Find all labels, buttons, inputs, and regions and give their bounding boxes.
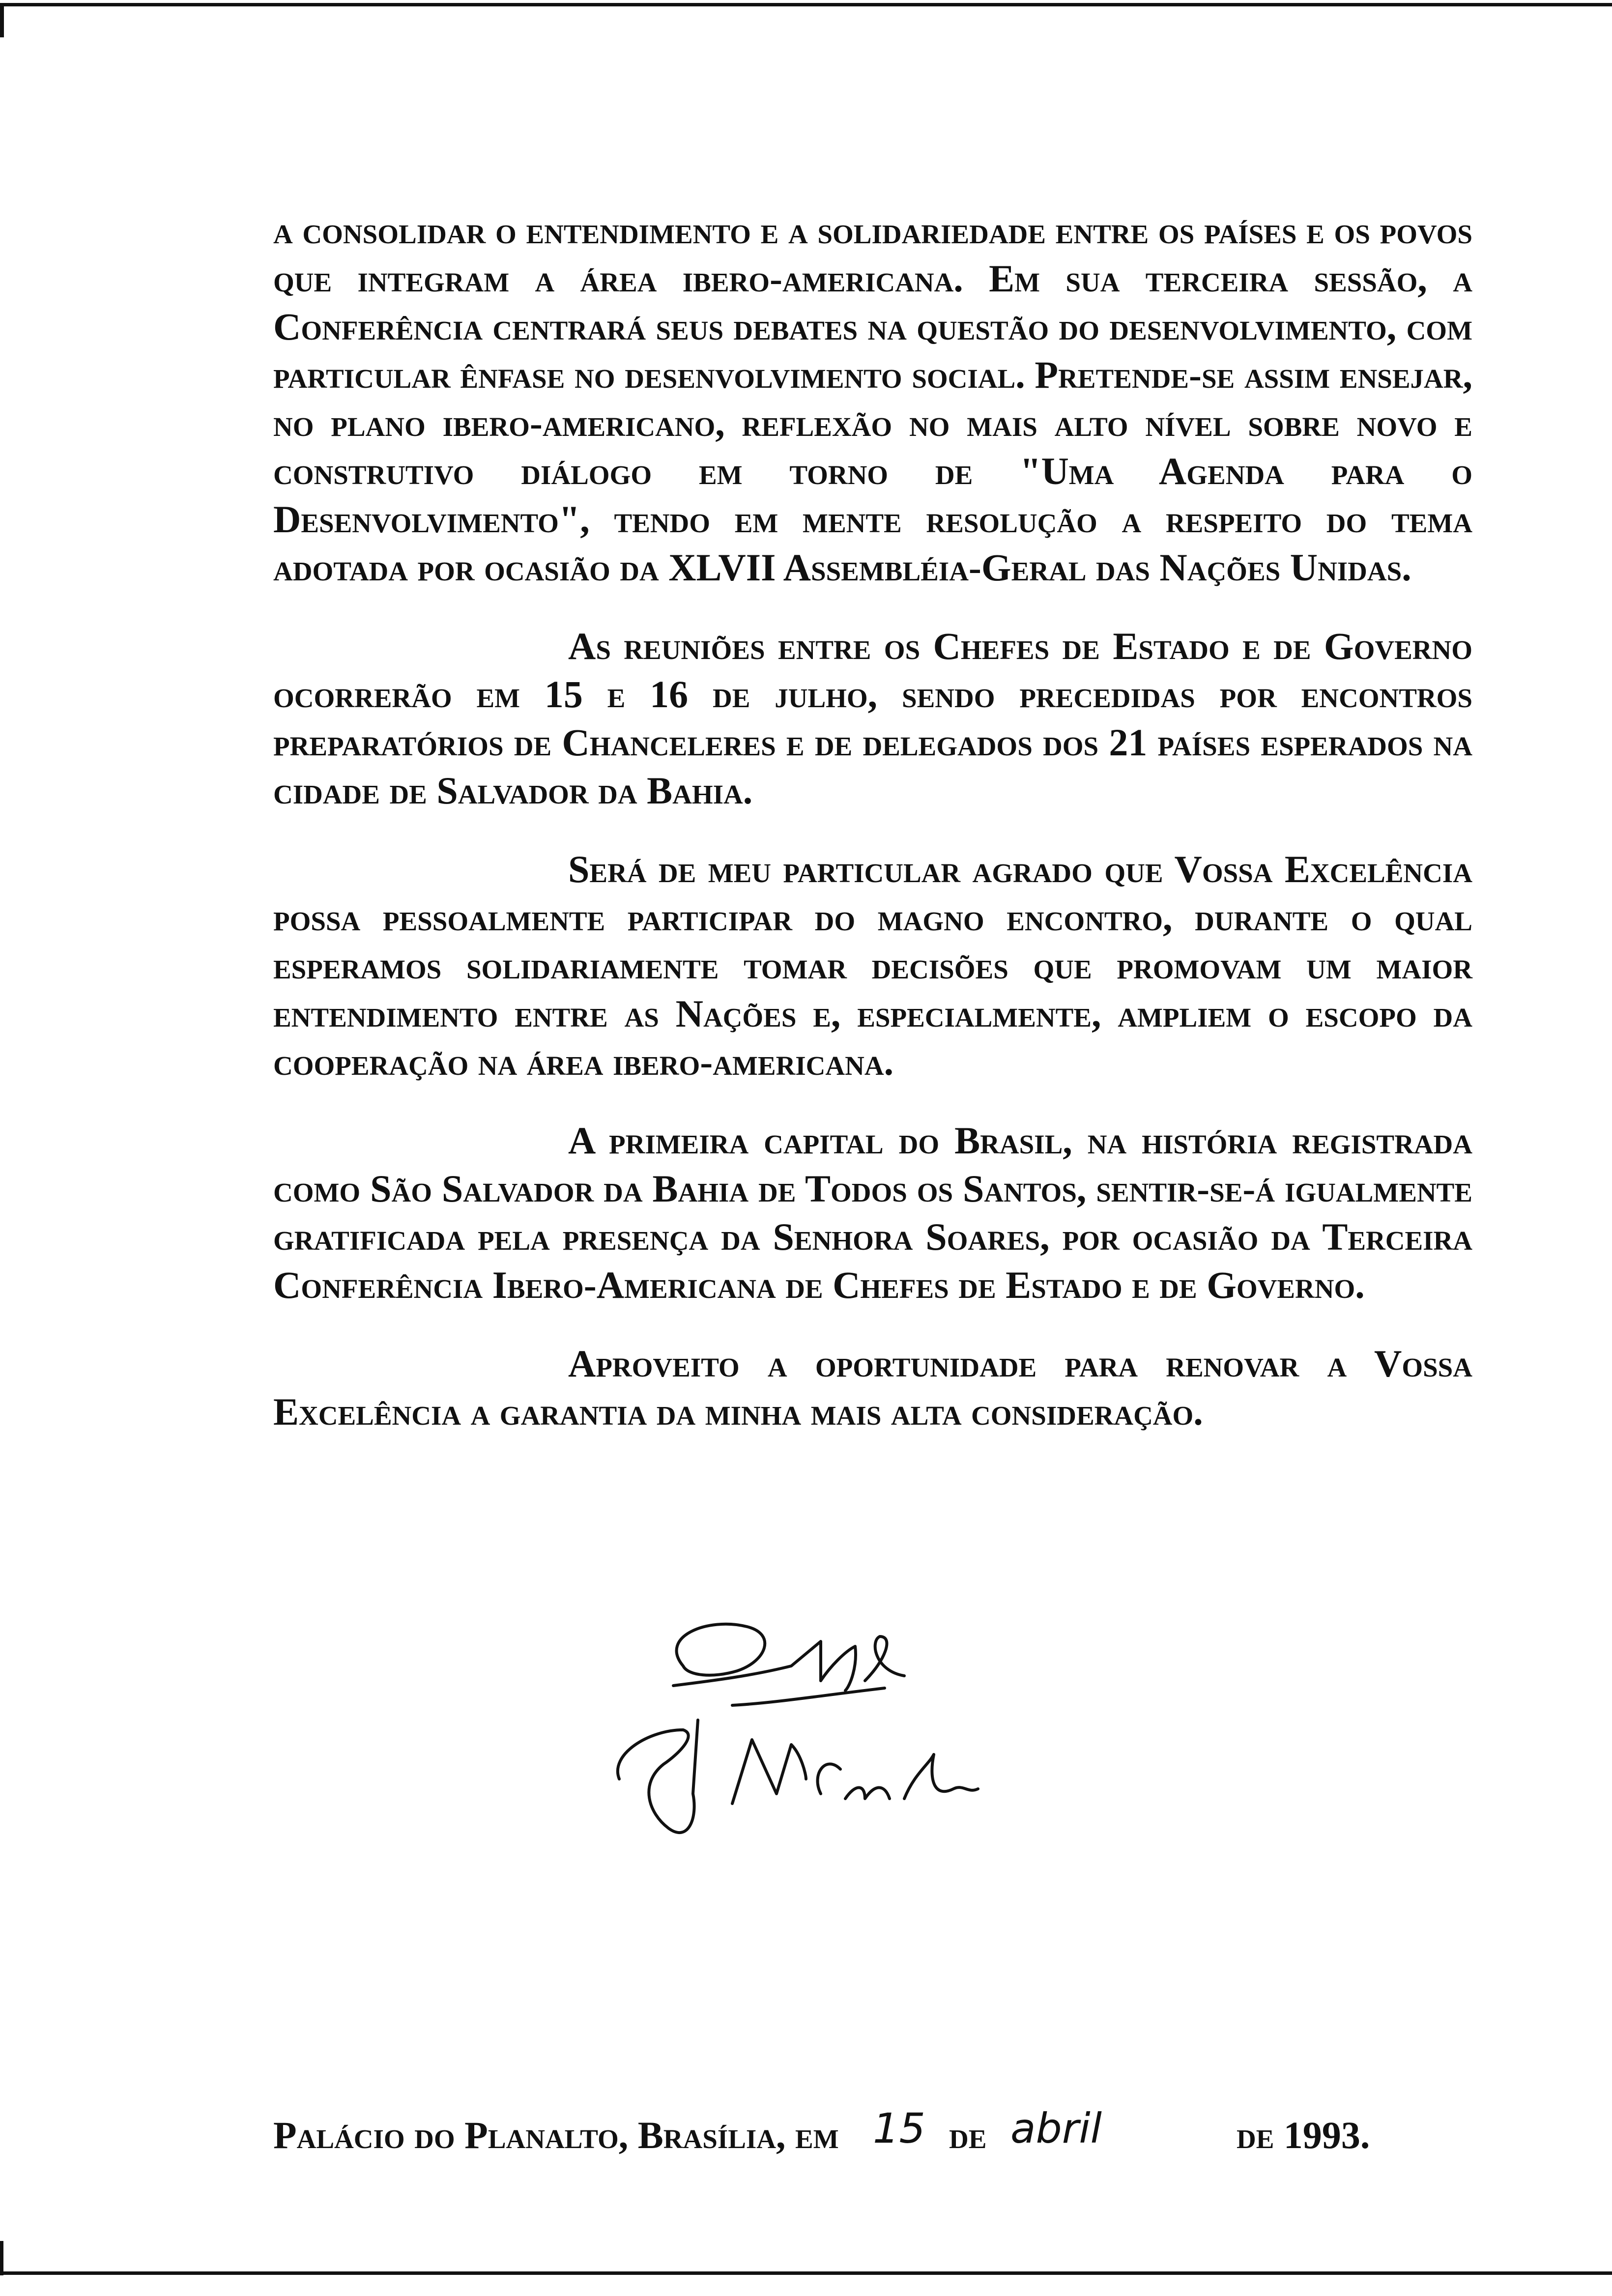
footer-place: Palácio do Planalto, Brasília, em: [273, 2114, 839, 2156]
paragraph-4: A primeira capital do Brasil, na história registrada como São Salvador da Bahia de Todos os Santos, sentir-se-á igualmente gratificada pela presença da Senhora Soares, por ocasião da Terceira Conferência Ibero-Americana de Chefes de Estado e de Governo.: [273, 1119, 1472, 1306]
footer-day-handwritten: 15: [873, 2104, 925, 2152]
footer-year: de 1993.: [1237, 2114, 1370, 2156]
scan-edge-top: [0, 3, 1612, 6]
footer-de: de: [949, 2114, 987, 2156]
paragraph-1: a consolidar o entendimento e a solidariedade entre os países e os povos que integram a área ibero-americana. Em sua terceira sessão, a Conferência centrará seus debates na questão do desenvolvimento, com particular ênfase no desenvolvimento social. Pretende-se assim ensejar, no plano ibero-americano, reflexão no mais alto nível sobre novo e construtivo diálogo em torno de "Uma Agenda para o Desenvolvimento", tendo em mente resolução a respeito do tema adotada por ocasião da XLVII Assembléia-Geral das Nações Unidas.: [273, 209, 1472, 589]
paragraph-3: Será de meu particular agrado que Vossa Excelência possa pessoalmente participar do magno encontro, durante o qual esperamos solidariamente tomar decisões que promovam um maior entendimento entre as Nações e, especialmente, ampliem o escopo da cooperação na área ibero-americana.: [273, 848, 1472, 1083]
paragraph-2: As reuniões entre os Chefes de Estado e de Governo ocorrerão em 15 e 16 de julho, sendo precedidas por encontros preparatórios de Chanceleres e de delegados dos 21 países esperados na cidade de Salvador da Bahia.: [273, 625, 1472, 812]
footer-place-date: [273, 2104, 1453, 2172]
letter-body: [273, 206, 1472, 1466]
paragraph-5: Aproveito a oportunidade para renovar a Vossa Excelência a garantia da minha mais alta consideração.: [273, 1342, 1472, 1433]
handwritten-signature: [590, 1607, 1032, 1882]
scan-edge-left: [0, 3, 4, 37]
scan-edge-bottom: [0, 2271, 1612, 2275]
footer-month-handwritten: abril: [1010, 2104, 1102, 2152]
scan-edge-bottom-left: [0, 2241, 3, 2275]
